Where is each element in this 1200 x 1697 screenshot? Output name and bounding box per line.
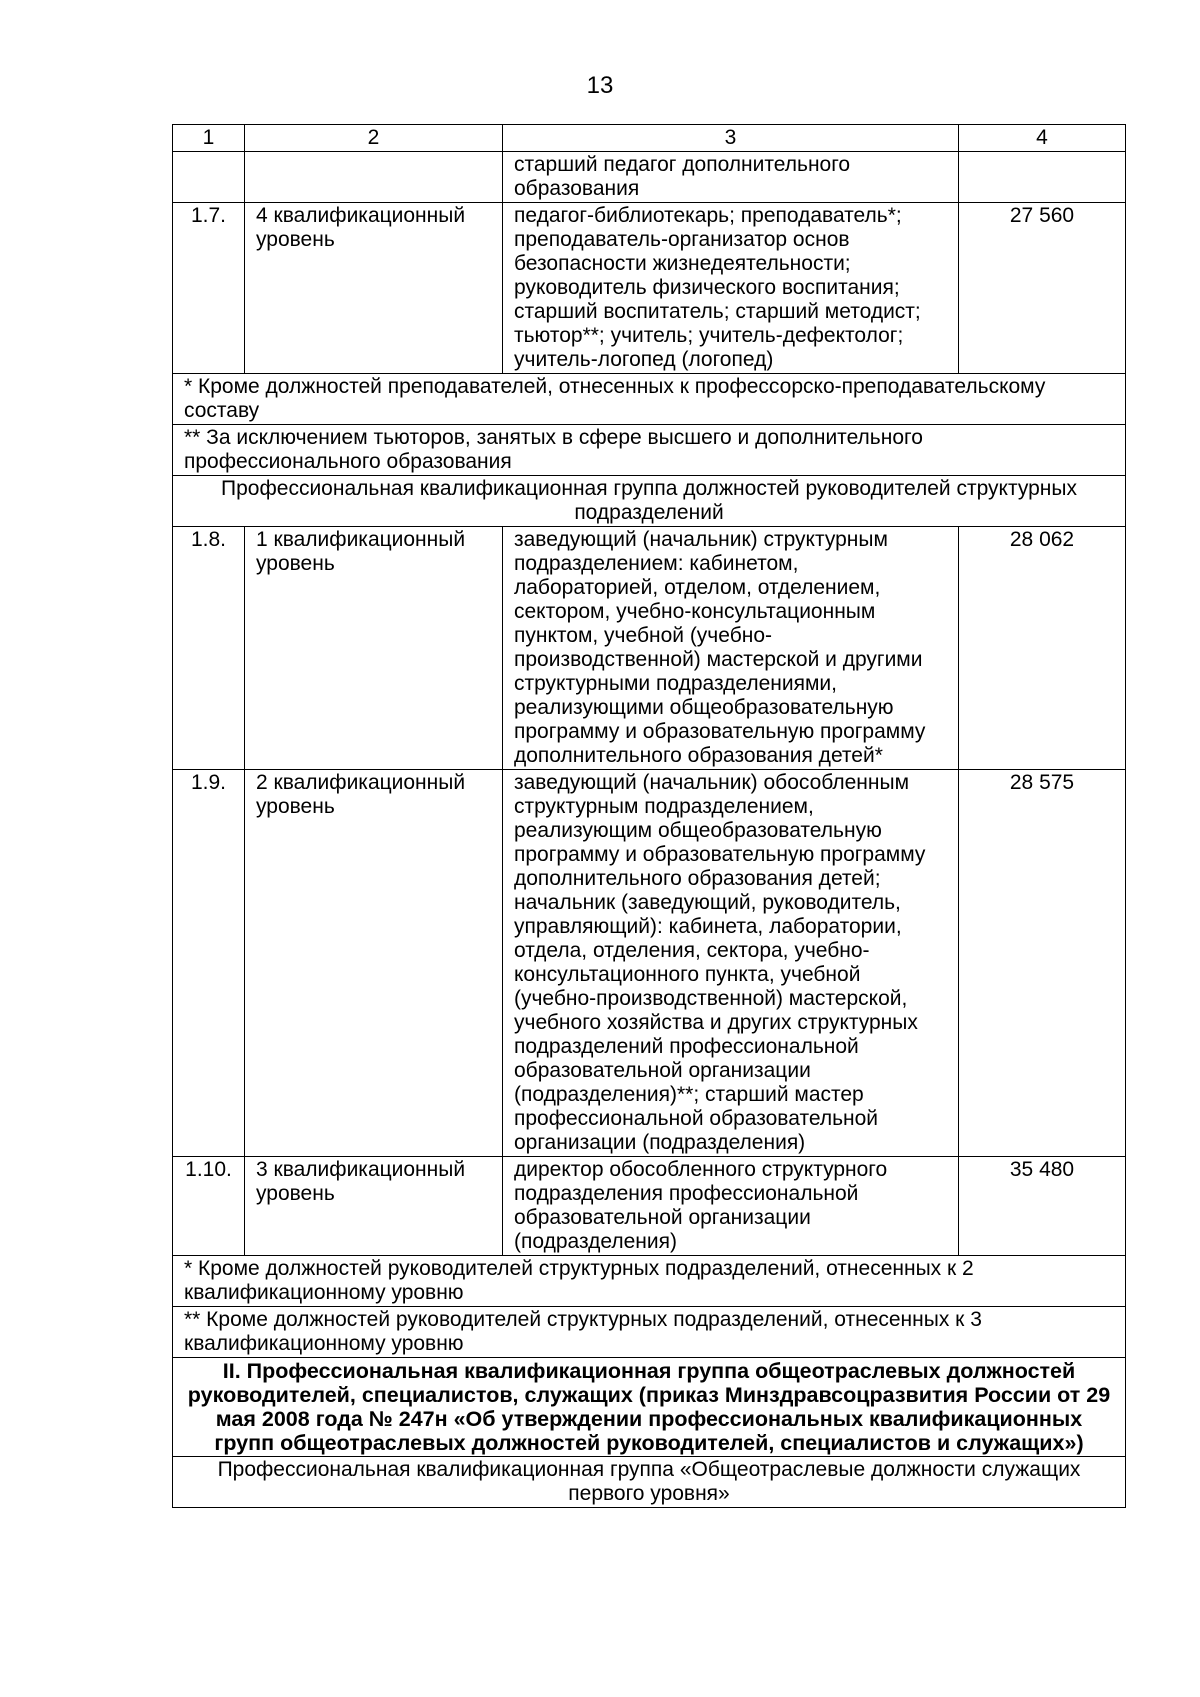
positions: педагог-библиотекарь; преподаватель*; преподаватель-организатор основ безопасности жизнедеятельности; руководитель физического воспитания; старший воспитатель; старший методист; тьютор**; учитель; учитель-дефектолог; учитель-логопед (логопед)	[503, 203, 959, 374]
positions: заведующий (начальник) структурным подразделением: кабинетом, лабораторией, отделом, отделением, сектором, учебно-консультационным пунктом, учебной (учебно-производственной) мастерской и другими структурными подразделениями, реализующими общеобразовательную программу и образовательную программу дополнительного образования детей*	[503, 527, 959, 770]
salary: 28 575	[959, 770, 1126, 1157]
footnote-row	[173, 1307, 1126, 1358]
page-number: 13	[586, 72, 614, 99]
header-col-3: 3	[503, 125, 959, 152]
footnote: ** За исключением тьюторов, занятых в сфере высшего и дополнительного профессионального образования	[173, 425, 1126, 476]
qualification-level: 3 квалификационный уровень	[245, 1157, 503, 1256]
qualification-level: 1 квалификационный уровень	[245, 527, 503, 770]
footnote-row	[173, 1256, 1126, 1307]
row-number: 1.9.	[173, 770, 245, 1157]
group-heading-row	[173, 476, 1126, 527]
group-heading: Профессиональная квалификационная группа «Общеотраслевые должности служащих первого уровня»	[173, 1457, 1126, 1508]
qualification-level	[245, 152, 503, 203]
qualification-table	[172, 124, 1126, 1508]
positions: директор обособленного структурного подразделения профессиональной образовательной организации (подразделения)	[503, 1157, 959, 1256]
qualification-level: 4 квалификационный уровень	[245, 203, 503, 374]
header-col-2: 2	[245, 125, 503, 152]
table-header-row	[173, 125, 1126, 152]
table-row	[173, 527, 1126, 770]
table-row	[173, 152, 1126, 203]
salary: 27 560	[959, 203, 1126, 374]
header-col-1: 1	[173, 125, 245, 152]
table-row	[173, 203, 1126, 374]
section-heading-row	[173, 1358, 1126, 1457]
row-number: 1.8.	[173, 527, 245, 770]
positions: заведующий (начальник) обособленным структурным подразделением, реализующим общеобразовательную программу и образовательную программу дополнительного образования детей; начальник (заведующий, руководитель, управляющий): кабинета, лаборатории, отдела, отделения, сектора, учебно-консультационного пункта, учебной (учебно-производственной) мастерской, учебного хозяйства и других структурных подразделений профессиональной образовательной организации (подразделения)**; старший мастер профессиональной образовательной организации (подразделения)	[503, 770, 959, 1157]
footnote-row	[173, 425, 1126, 476]
salary: 35 480	[959, 1157, 1126, 1256]
row-number	[173, 152, 245, 203]
table-row	[173, 770, 1126, 1157]
positions: старший педагог дополнительного образования	[503, 152, 959, 203]
footnote: * Кроме должностей руководителей структурных подразделений, отнесенных к 2 квалификационному уровню	[173, 1256, 1126, 1307]
row-number: 1.7.	[173, 203, 245, 374]
header-col-4: 4	[959, 125, 1126, 152]
group-heading: Профессиональная квалификационная группа должностей руководителей структурных подразделений	[173, 476, 1126, 527]
salary	[959, 152, 1126, 203]
footnote: * Кроме должностей преподавателей, отнесенных к профессорско-преподавательскому составу	[173, 374, 1126, 425]
salary: 28 062	[959, 527, 1126, 770]
footnote-row	[173, 374, 1126, 425]
group-heading-row	[173, 1457, 1126, 1508]
section-heading: II. Профессиональная квалификационная группа общеотраслевых должностей руководителей, специалистов, служащих (приказ Минздравсоцразвития России от 29 мая 2008 года № 247н «Об утверждении профессиональных квалификационных групп общеотраслевых должностей руководителей, специалистов и служащих»)	[173, 1358, 1126, 1457]
footnote: ** Кроме должностей руководителей структурных подразделений, отнесенных к 3 квалификационному уровню	[173, 1307, 1126, 1358]
row-number: 1.10.	[173, 1157, 245, 1256]
qualification-level: 2 квалификационный уровень	[245, 770, 503, 1157]
table-row	[173, 1157, 1126, 1256]
